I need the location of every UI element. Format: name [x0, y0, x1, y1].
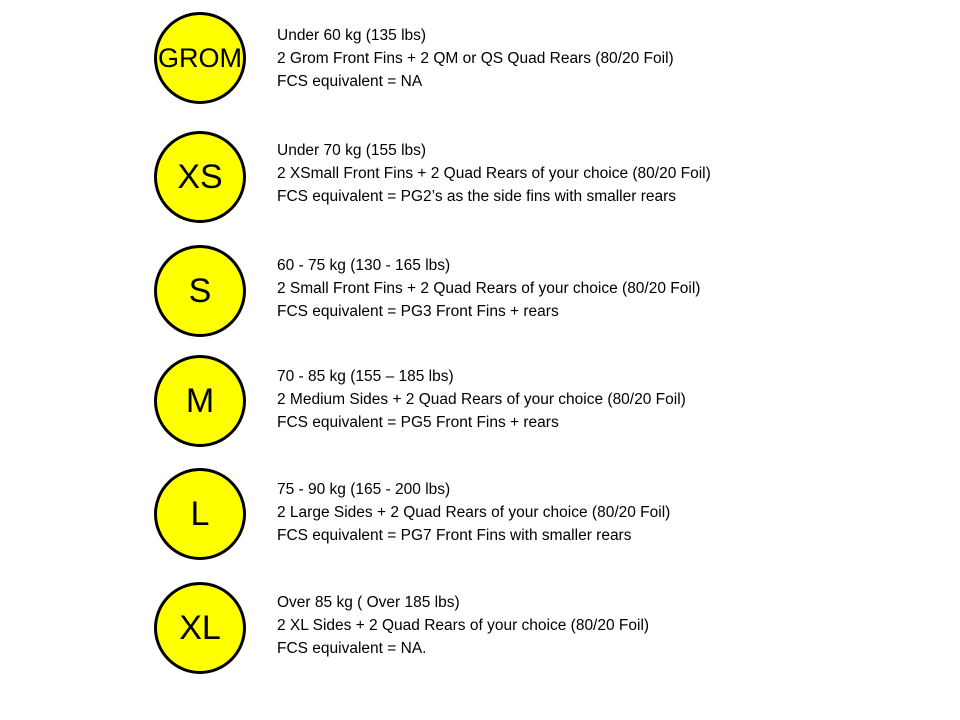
size-badge: XS: [154, 131, 246, 223]
size-row-xl: [0, 580, 960, 680]
size-details: [277, 139, 711, 208]
fin-setup: 2 Grom Front Fins + 2 QM or QS Quad Rears (80/20 Foil): [277, 50, 674, 67]
weight-range: Over 85 kg ( Over 185 lbs): [277, 594, 460, 611]
size-badge: XL: [154, 582, 246, 674]
fin-setup: 2 XSmall Front Fins + 2 Quad Rears of your choice (80/20 Foil): [277, 165, 711, 182]
fin-setup: 2 Large Sides + 2 Quad Rears of your choice (80/20 Foil): [277, 504, 671, 521]
size-details: [277, 591, 649, 660]
size-badge: GROM: [154, 12, 246, 104]
size-badge: M: [154, 355, 246, 447]
weight-range: 70 - 85 kg (155 – 185 lbs): [277, 368, 454, 385]
fcs-equivalent: FCS equivalent = PG3 Front Fins + rears: [277, 303, 559, 320]
size-row-grom: [0, 10, 960, 110]
weight-range: 60 - 75 kg (130 - 165 lbs): [277, 257, 451, 274]
fin-setup: 2 Medium Sides + 2 Quad Rears of your choice (80/20 Foil): [277, 391, 686, 408]
weight-range: Under 70 kg (155 lbs): [277, 142, 427, 159]
size-row-xs: [0, 125, 960, 225]
fcs-equivalent: FCS equivalent = NA.: [277, 640, 427, 657]
weight-range: Under 60 kg (135 lbs): [277, 27, 427, 44]
size-details: [277, 254, 700, 323]
fcs-equivalent: FCS equivalent = NA: [277, 73, 423, 90]
size-row-s: [0, 240, 960, 340]
fin-setup: 2 Small Front Fins + 2 Quad Rears of your choice (80/20 Foil): [277, 280, 701, 297]
size-row-m: [0, 352, 960, 452]
fcs-equivalent: FCS equivalent = PG2’s as the side fins with smaller rears: [277, 188, 677, 205]
size-row-l: [0, 466, 960, 566]
fcs-equivalent: FCS equivalent = PG5 Front Fins + rears: [277, 414, 559, 431]
size-details: [277, 478, 670, 547]
fcs-equivalent: FCS equivalent = PG7 Front Fins with smaller rears: [277, 527, 632, 544]
size-details: [277, 365, 686, 434]
weight-range: 75 - 90 kg (165 - 200 lbs): [277, 481, 451, 498]
size-badge: S: [154, 245, 246, 337]
size-badge: L: [154, 468, 246, 560]
size-details: [277, 24, 674, 93]
fin-setup: 2 XL Sides + 2 Quad Rears of your choice (80/20 Foil): [277, 617, 650, 634]
